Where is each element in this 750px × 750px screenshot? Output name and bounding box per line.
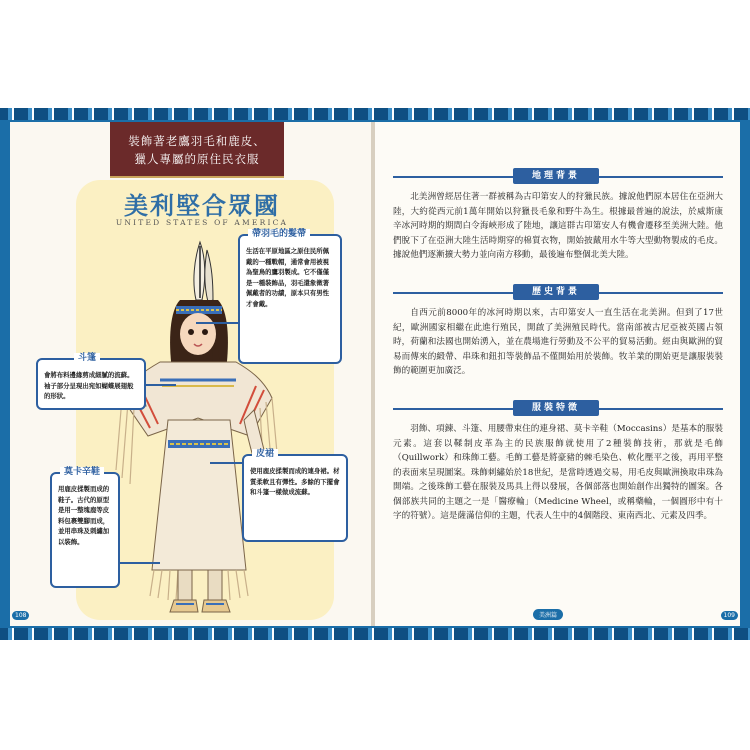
right-page	[375, 122, 740, 626]
note-title: 皮裙	[252, 449, 278, 460]
note-title: 斗篷	[74, 353, 100, 364]
title-tab	[110, 122, 284, 178]
note-text: 會將布料邊緣剪成細膩的流蘇。袖子部分呈現出宛如蝴蝶展翅般的形狀。	[44, 371, 134, 400]
chapter-label: 美洲篇	[533, 609, 563, 620]
connector-skirt	[210, 462, 242, 464]
section-history	[393, 284, 723, 379]
page-number-left: 108	[12, 611, 29, 620]
note-feathered-headband	[238, 229, 342, 364]
title-line-1: 裝飾著老鷹羽毛和鹿皮、	[128, 134, 266, 148]
section-heading	[393, 400, 723, 416]
decorative-border-bottom	[0, 628, 750, 640]
connector-fringe	[146, 384, 176, 386]
note-moccasin	[50, 467, 120, 588]
section-heading	[393, 168, 723, 184]
page-number-right: 109	[721, 611, 738, 620]
decorative-border-top	[0, 108, 750, 120]
heading-label: 服裝特徵	[513, 400, 599, 416]
section-heading	[393, 284, 723, 300]
note-text: 用鹿皮揉製而成的鞋子。古代的原型是用一整塊鹿等皮料包裹雙腳而成，並用串珠及刺繡加以裝飾。	[58, 485, 110, 546]
note-title: 帶羽毛的髮帶	[248, 229, 310, 240]
title-line-2: 獵人專屬的原住民衣服	[134, 152, 260, 166]
heading-label: 地理背景	[513, 168, 599, 184]
country-name-english: UNITED STATES OF AMERICA	[115, 218, 289, 227]
connector-moccasin	[120, 562, 160, 564]
left-page	[10, 122, 371, 626]
section-body: 羽飾、項鍊、斗篷、用腰帶束住的連身裙、莫卡辛鞋（Moccasins）是基本的服裝元素。這套以鞣制皮革為主的民族服飾就使用了2種裝飾技術，那就是毛飾（Quillwork）和珠飾工藝。毛飾工藝是將豪豬的棘毛染色、軟化壓平之後，再用平整的表面來呈現圖案。珠飾刺繡始於18世紀，是當時透過交易，用毛皮與歐洲換取串珠為開端。之後珠飾工藝在服裝及馬具上得以發展，各個部落也開始創作出獨特的圖案。各個部族共同的主題之一是「醫療輪」（Medicine Wheel，或稱藥輪，一個圓形中有十字的符號）。這是薩滿信仰的主題，代表人生中的4個階段、東南西北、元素及四季。	[393, 424, 723, 521]
note-cape	[36, 353, 146, 410]
connector-feather	[196, 322, 238, 324]
note-text: 使用鹿皮揉製而成的連身裙。材質柔軟且有彈性。多餘的下擺會和斗篷一樣做成流蘇。	[250, 467, 340, 496]
section-body: 自西元前8000年的冰河時期以來，古印第安人一直生活在北美洲。但到了17世紀，歐洲國家相繼在此進行殖民，開啟了美洲殖民時代。當南部被古尼亞被英國占領時，荷蘭和法國也開始湧入，並在農場進行勞動及不公平的貿易活動。經由與歐洲的貿易而傳來的緞帶、串珠和鈕扣等裝飾品不僅開始用於裝飾。牧羊業的開始更是讓服裝裝飾的範圍更加廣泛。	[393, 308, 723, 376]
heading-label: 歷史背景	[513, 284, 599, 300]
country-name: 美利堅合眾國	[124, 191, 280, 220]
book-spread	[0, 108, 750, 640]
note-text: 生活在平原地區之原住民所佩戴的一種戰帽，通常會用被視為聖鳥的鷹羽製成。它不僅僅是一種裝飾品，羽毛還象徵著佩戴者的功績，原本只有男性才會戴。	[246, 247, 330, 308]
note-title: 莫卡辛鞋	[60, 467, 104, 478]
section-costume-features	[393, 400, 723, 524]
note-leather-skirt	[242, 449, 348, 542]
section-body: 北美洲曾經居住著一群被稱為古印第安人的狩獵民族。據說他們原本居住在亞洲大陸，大約從西元前1萬年開始以狩獵長毛象和野牛為生。根據最普遍的說法，於威斯康辛冰河時期的期間白令海峽形成了陸地，讓這群古印第安人有機會遷移至美洲大陸。他們脫下了在亞洲大陸生活時期穿的棉質衣物，開始披戴用水牛等大型動物製成的毛皮。據說他們逐漸擴大勢力並向南方移動，最後遍布整個北美大陸。	[393, 192, 723, 260]
section-geography	[393, 168, 723, 263]
